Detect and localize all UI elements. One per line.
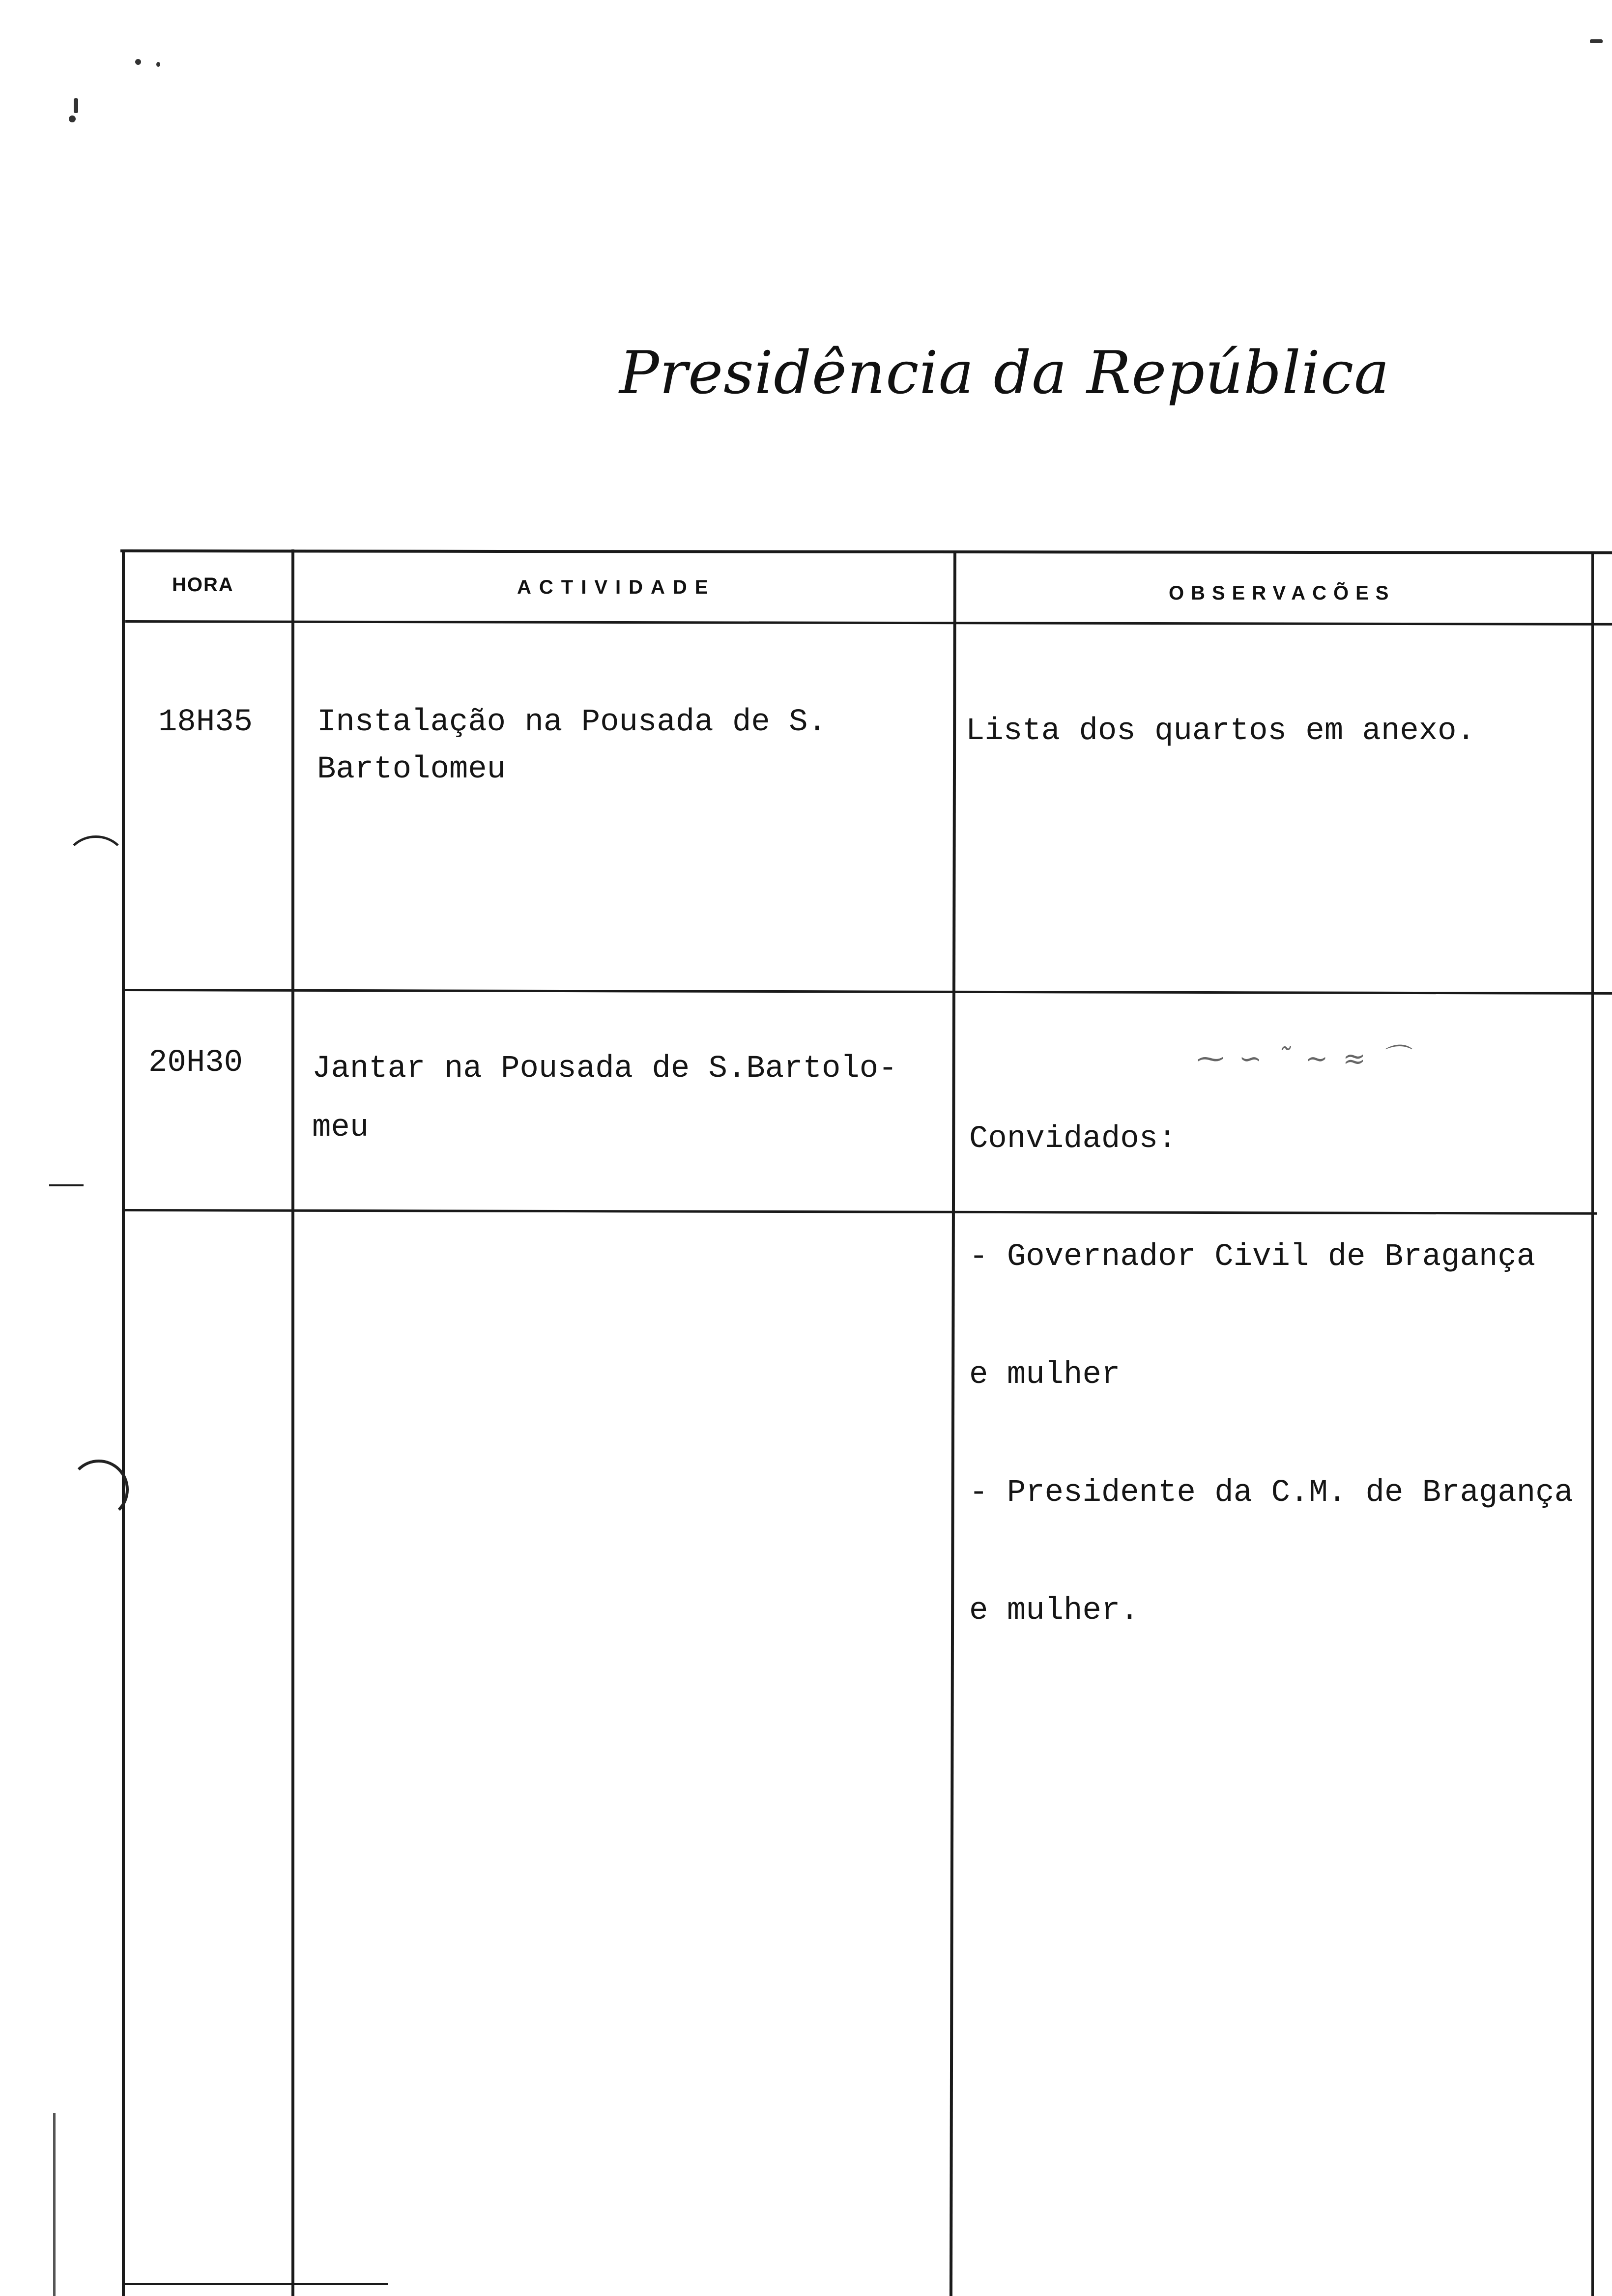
left-border — [122, 549, 125, 2296]
margin-mark — [49, 1184, 84, 1186]
header-hora: HORA — [172, 574, 234, 596]
row-activity — [312, 1039, 897, 1157]
observation-line: Lista dos quartos em anexo. — [966, 714, 1475, 749]
row-observations — [966, 708, 1475, 755]
observation-line: e mulher — [969, 1357, 1121, 1393]
row-time: 20H30 — [148, 1045, 243, 1081]
scan-speck — [74, 98, 78, 113]
header-actividade: ACTIVIDADE — [517, 576, 716, 598]
row-time: 18H35 — [158, 705, 253, 740]
observation-line: Convidados: — [969, 1121, 1177, 1157]
scan-speck — [1590, 39, 1603, 43]
punch-hole-mark — [64, 835, 128, 894]
right-border — [1591, 553, 1594, 2296]
table-top-border — [120, 549, 1612, 554]
activity-line: Bartolomeu — [317, 752, 506, 787]
column-divider — [950, 553, 956, 2296]
row-divider — [123, 989, 1612, 995]
punch-hole-mark — [69, 1460, 129, 1520]
table-bottom-border — [123, 2283, 388, 2285]
row-activity — [317, 699, 827, 793]
binding-edge — [53, 2113, 56, 2296]
observation-line: e mulher. — [969, 1593, 1139, 1629]
activity-line: Instalação na Pousada de S. — [317, 705, 827, 740]
header-bottom-border — [125, 620, 1612, 626]
observation-line: - Presidente da C.M. de Bragança — [969, 1475, 1573, 1511]
scan-speck — [69, 115, 76, 122]
letterhead: Presidência da República — [619, 339, 1390, 407]
observation-line: - Governador Civil de Bragança — [969, 1239, 1536, 1275]
scan-speck — [156, 62, 160, 67]
scan-speck — [135, 59, 141, 65]
column-divider — [291, 549, 294, 2296]
handwritten-scribble: ⁓ ∽ ˜ ∼ ≈ ⌒ — [1197, 1043, 1411, 1075]
header-observacoes: OBSERVACÕES — [1169, 582, 1396, 604]
row-observations — [969, 1041, 1573, 1709]
activity-line: Jantar na Pousada de S.Bartolo- — [312, 1051, 897, 1087]
activity-line: meu — [312, 1110, 369, 1146]
